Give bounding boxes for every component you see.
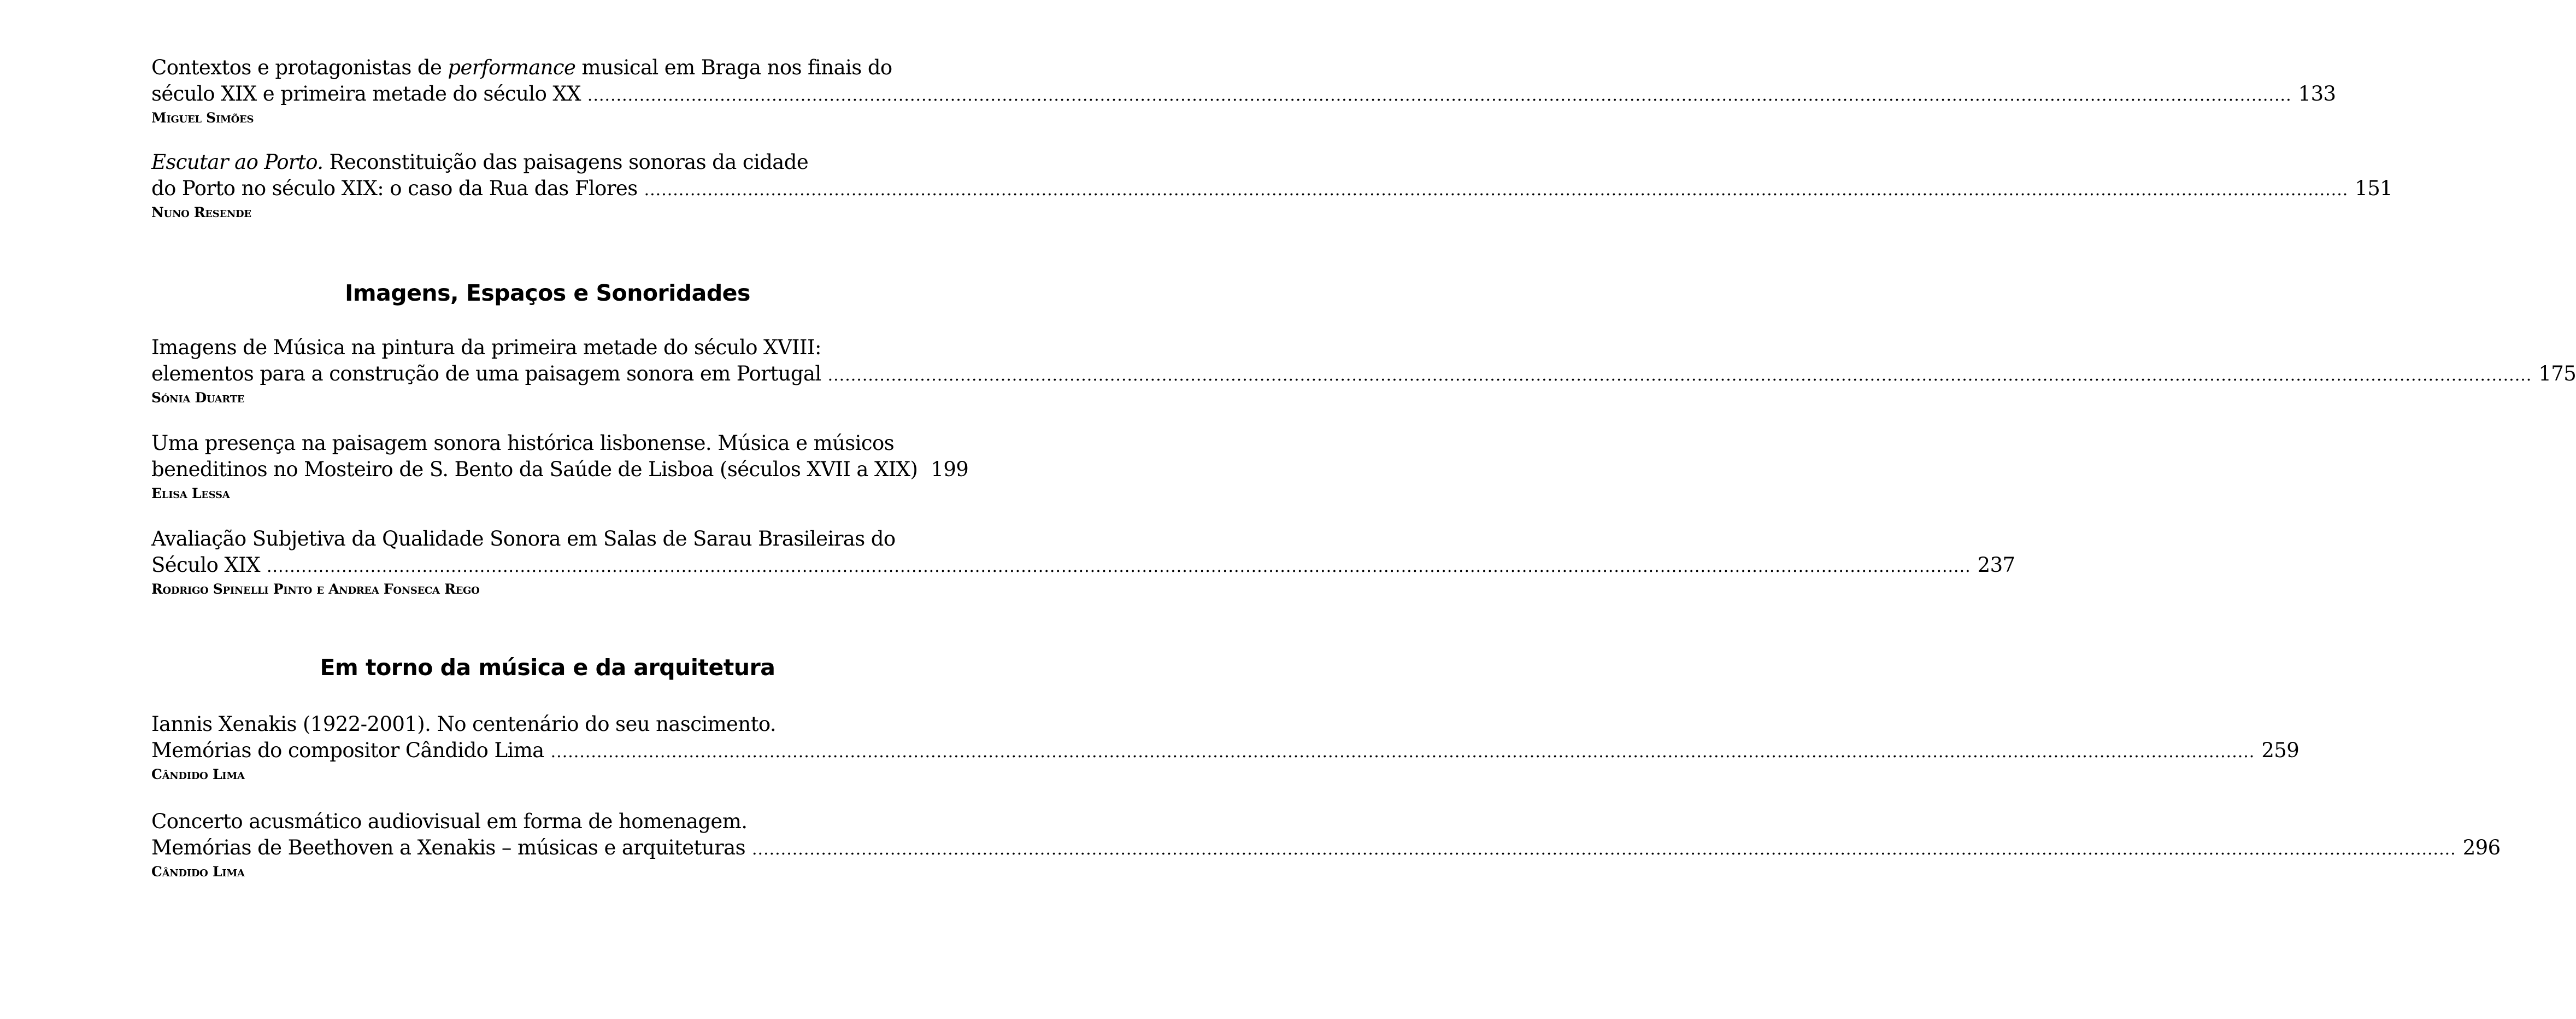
toc-entry xyxy=(151,430,969,503)
entry-author: Nuno Resende xyxy=(151,204,251,220)
toc-entry xyxy=(151,335,2576,407)
entry-title-line-2: Memórias do compositor Cândido Lima ..... 259 xyxy=(151,737,957,765)
dot-leader xyxy=(828,362,2532,389)
page-number: 237 xyxy=(1977,553,2015,577)
entry-title-italic: Escutar ao Porto. xyxy=(151,150,324,174)
entry-title-line-1: Avaliação Subjetiva da Qualidade Sonora em Salas de Sarau Brasileiras do xyxy=(151,527,896,551)
entry-title-line-2: século XIX e primeira metade do século XX ..... 133 xyxy=(151,81,957,109)
entry-title-italic: performance xyxy=(448,56,576,79)
dot-leader xyxy=(551,739,2255,765)
page-number: 151 xyxy=(2355,177,2393,200)
entry-author: Miguel Simões xyxy=(151,110,254,126)
page-number: 259 xyxy=(2261,739,2299,762)
dot-leader xyxy=(267,554,1971,580)
entry-title-line-2: Século XIX ..... 237 xyxy=(151,552,957,580)
entry-author: Cândido Lima xyxy=(151,864,245,880)
entry-title-line-1: Escutar ao Porto. Reconstituição das paisagens sonoras da cidade xyxy=(151,150,809,174)
entry-title-line-2: elementos para a construção de uma paisagem sonora em Portugal ..... 175 xyxy=(151,361,957,389)
toc-entry xyxy=(151,711,2299,784)
page-number: 296 xyxy=(2462,836,2501,859)
entry-title-line-2: Memórias de Beethoven a Xenakis – músicas e arquiteturas ..... 296 xyxy=(151,835,957,863)
entry-title-line-1: Imagens de Música na pintura da primeira metade do século XVIII: xyxy=(151,336,821,359)
entry-title-line-2: beneditinos no Mosteiro de S. Bento da Saúde de Lisboa (séculos XVII a XIX) 199 xyxy=(151,456,957,484)
toc-entry xyxy=(151,149,2393,222)
toc-entry xyxy=(151,55,2336,127)
page-number: 199 xyxy=(931,458,969,481)
page-number: 175 xyxy=(2538,362,2576,385)
toc-entry xyxy=(151,526,2015,599)
section-heading: Imagens, Espaços e Sonoridades xyxy=(345,280,750,306)
dot-leader xyxy=(644,177,2349,203)
dot-leader xyxy=(587,83,2292,109)
entry-title-line-1: Contextos e protagonistas de performance musical em Braga nos finais do xyxy=(151,56,892,79)
page-number: 133 xyxy=(2298,82,2336,106)
entry-author: Elisa Lessa xyxy=(151,485,230,501)
entry-author: Sónia Duarte xyxy=(151,390,245,406)
entry-title-line-2: do Porto no século XIX: o caso da Rua das Flores ..... 151 xyxy=(151,175,957,203)
entry-title-line-1: Uma presença na paisagem sonora histórica lisbonense. Música e músicos xyxy=(151,431,895,455)
toc-entry xyxy=(151,809,2501,881)
entry-title-line-1: Iannis Xenakis (1922-2001). No centenário do seu nascimento. xyxy=(151,712,777,736)
entry-author: Rodrigo Spinelli Pinto e Andrea Fonseca Rego xyxy=(151,581,480,597)
section-heading: Em torno da música e da arquitetura xyxy=(320,654,775,681)
entry-title-line-1: Concerto acusmático audiovisual em forma de homenagem. xyxy=(151,810,748,833)
entry-author: Cândido Lima xyxy=(151,766,245,782)
dot-leader xyxy=(752,836,2456,863)
